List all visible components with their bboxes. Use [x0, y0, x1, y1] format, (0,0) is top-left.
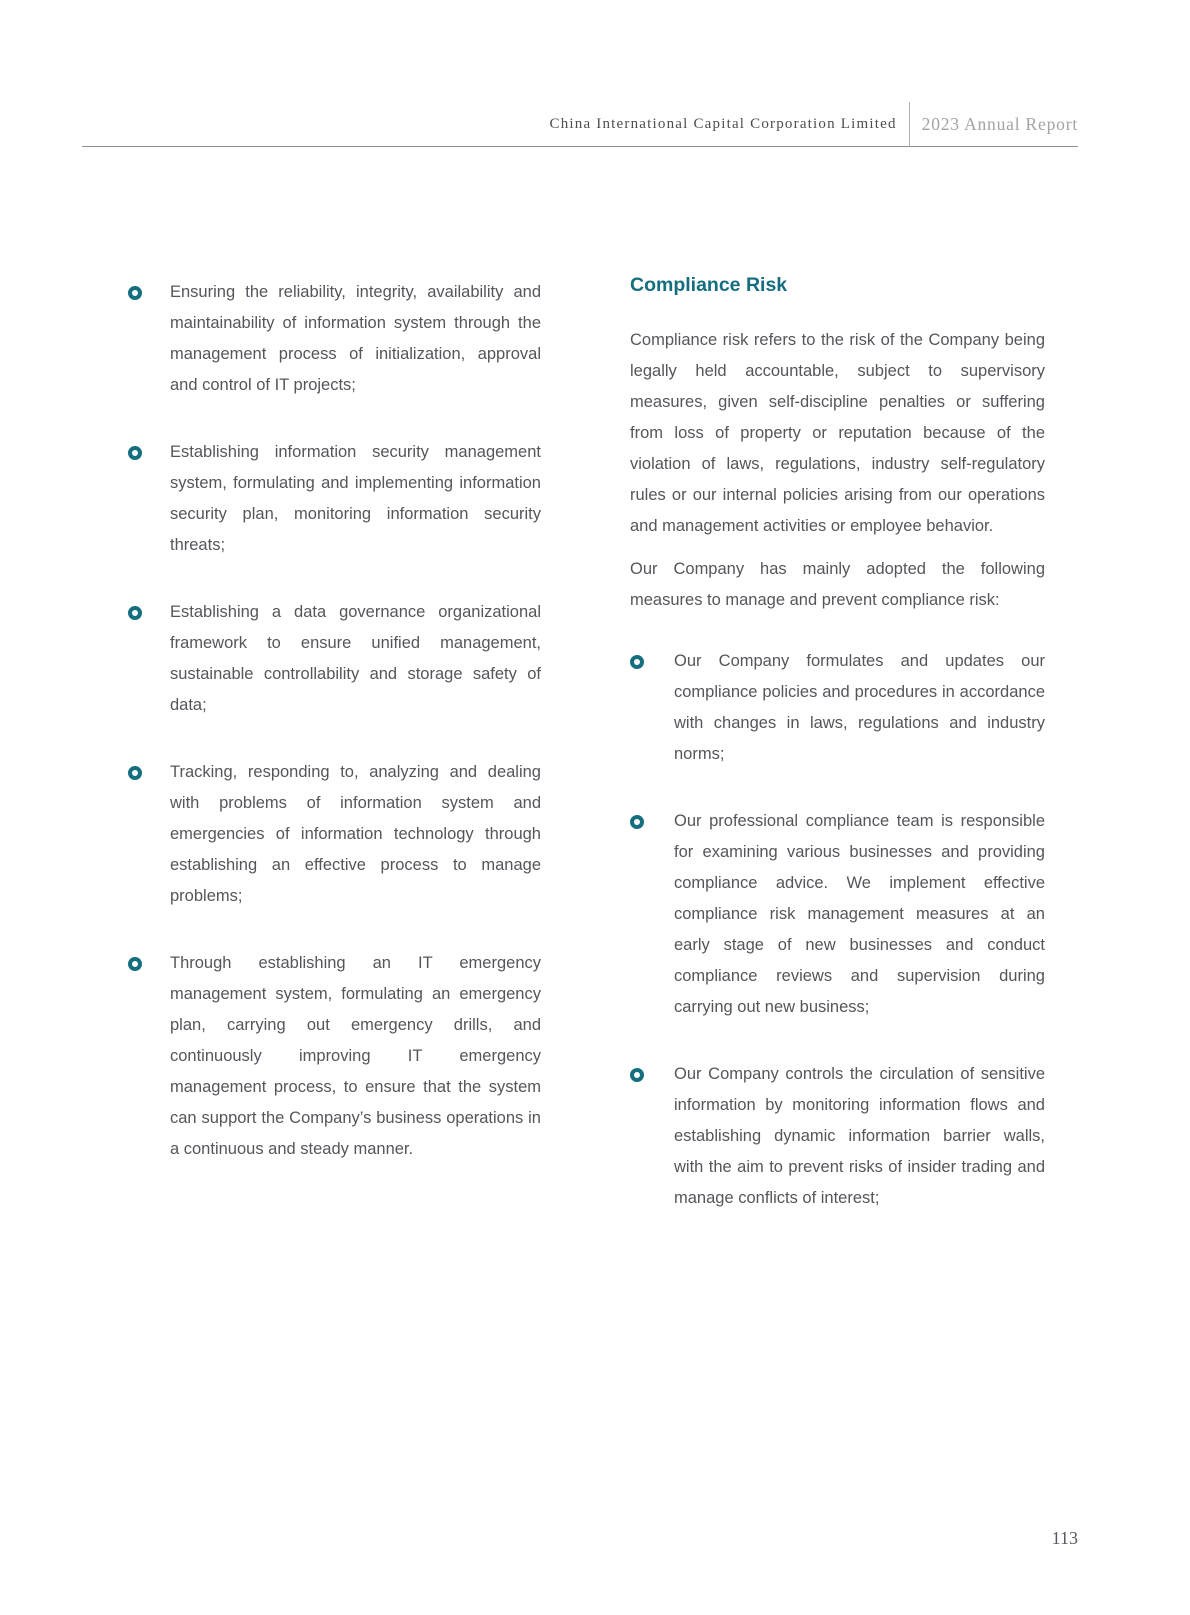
list-item [128, 277, 541, 401]
ring-bullet-icon [128, 766, 142, 780]
list-item [128, 437, 541, 561]
ring-bullet-icon [128, 446, 142, 460]
ring-bullet-icon [630, 655, 644, 669]
compliance-measures-list [630, 646, 1045, 1214]
header-report-title: 2023 Annual Report [921, 113, 1078, 134]
list-item-text: Through establishing an IT emergency management system, formulating an emergency plan, carrying out emergency drills, and continuously improving IT emergency management process, to ensure that the system can support the Company’s business operations in a continuous and steady manner. [170, 954, 541, 1158]
compliance-risk-paragraph: Compliance risk refers to the risk of the Company being legally held accountable, subject to supervisory measures, given self-discipline penalties or suffering from loss of property or reputation because of the violation of laws, regulations, industry self-regulatory rules or our internal policies arising from our operations and management activities or employee behavior. [630, 331, 1045, 535]
ring-bullet-icon [128, 606, 142, 620]
list-item-text: Tracking, responding to, analyzing and dealing with problems of information system and emergencies of information technology through establishing an effective process to manage problems; [170, 763, 541, 905]
compliance-risk-heading: Compliance Risk [630, 274, 788, 296]
it-risk-measures-list [128, 277, 541, 1165]
page-number: 113 [1051, 1528, 1078, 1548]
list-item [630, 646, 1045, 770]
ring-bullet-icon [128, 957, 142, 971]
list-item-text: Our Company formulates and updates our compliance policies and procedures in accordance with changes in laws, regulations and industry norms; [674, 652, 1045, 763]
right-column [630, 272, 1045, 1214]
list-item-text: Establishing a data governance organizational framework to ensure unified management, sustainable controllability and storage safety of data; [170, 603, 541, 714]
list-item [630, 1059, 1045, 1214]
list-item [128, 757, 541, 912]
list-item-text: Our professional compliance team is responsible for examining various businesses and providing compliance advice. We implement effective compliance risk management measures at an early stage of new businesses and conduct compliance reviews and supervision during carrying out new business; [674, 812, 1045, 1016]
header-rule [82, 146, 1078, 147]
page-header [82, 102, 1078, 146]
list-item [630, 806, 1045, 1023]
list-item [128, 597, 541, 721]
ring-bullet-icon [630, 815, 644, 829]
ring-bullet-icon [630, 1068, 644, 1082]
list-item-text: Our Company controls the circulation of sensitive information by monitoring information flows and establishing dynamic information barrier walls, with the aim to prevent risks of insider trading and manage conflicts of interest; [674, 1065, 1045, 1207]
header-company-name: China International Capital Corporation Limited [549, 115, 897, 132]
list-item-text: Establishing information security management system, formulating and implementing information security plan, monitoring information security threats; [170, 443, 541, 554]
list-item [128, 948, 541, 1165]
list-item-text: Ensuring the reliability, integrity, availability and maintainability of information system through the management process of initialization, approval and control of IT projects; [170, 283, 541, 394]
ring-bullet-icon [128, 286, 142, 300]
compliance-measures-intro-paragraph: Our Company has mainly adopted the following measures to manage and prevent compliance risk: [630, 560, 1045, 609]
left-column [128, 277, 541, 1165]
